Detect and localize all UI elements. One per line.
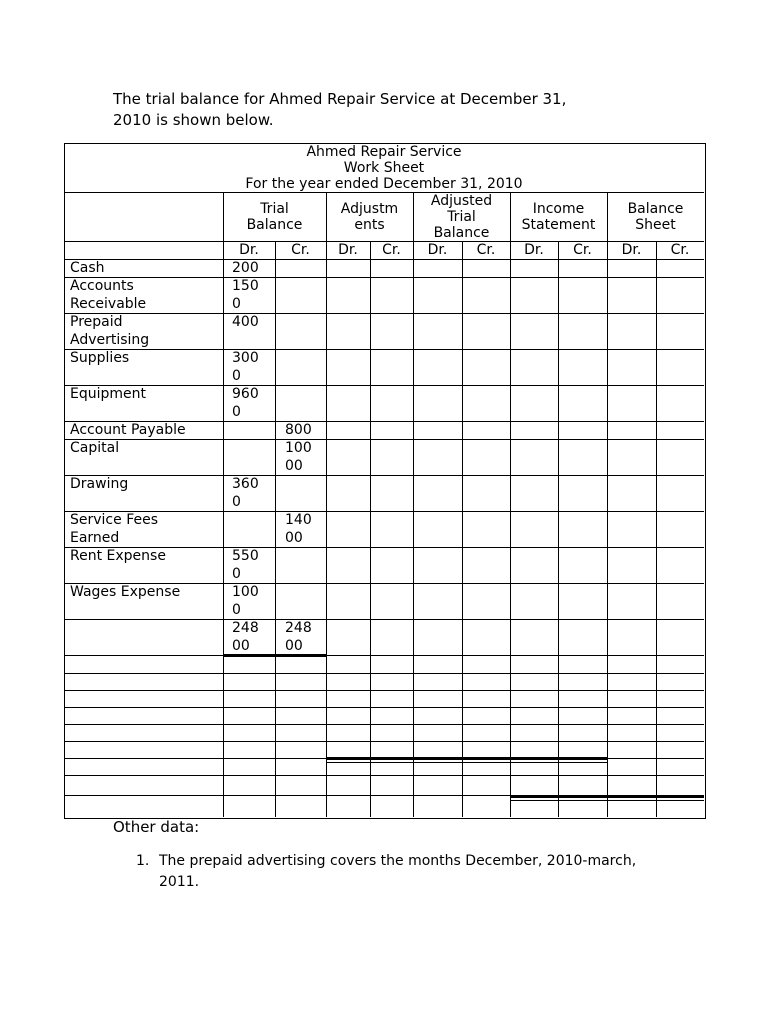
trial-balance-credit: 100 <box>285 440 312 456</box>
row-line <box>64 619 704 620</box>
trial-balance-debit: 248 <box>232 620 259 636</box>
credit-column-label: Cr. <box>573 242 592 258</box>
account-name: Accounts <box>70 278 134 294</box>
trial-balance-debit: 200 <box>232 260 259 276</box>
column-group-header-line: Balance <box>627 200 684 217</box>
row-line <box>64 439 704 440</box>
row-line <box>64 673 704 674</box>
row-line <box>64 741 704 742</box>
column-line <box>275 241 276 817</box>
trial-balance-debit: 300 <box>232 350 259 366</box>
column-group-header <box>413 193 510 241</box>
trial-balance-credit: 140 <box>285 512 312 528</box>
debit-column-label: Dr. <box>621 242 642 258</box>
debit-column-label: Dr. <box>338 242 358 258</box>
account-name: Supplies <box>70 350 130 366</box>
column-group-header-line: Trial <box>260 200 289 217</box>
row-line <box>64 655 704 656</box>
row-line <box>64 690 704 691</box>
intro-line-1: The trial balance for Ahmed Repair Service at December 31, <box>113 90 567 108</box>
column-group-header <box>607 201 704 233</box>
credit-column-label: Cr. <box>476 242 496 258</box>
column-line <box>510 192 511 817</box>
credit-column-label: Cr. <box>382 242 401 258</box>
trial-balance-debit: 960 <box>232 386 259 402</box>
row-line <box>64 259 704 260</box>
worksheet-table <box>64 143 706 819</box>
account-name: Receivable <box>70 296 147 312</box>
column-group-header-line: Sheet <box>635 216 676 233</box>
income-total-rule-second <box>510 800 704 801</box>
column-line <box>656 241 657 817</box>
trial-balance-debit: 0 <box>232 296 241 312</box>
adjusted-total-rule <box>326 757 607 760</box>
item-number: 1. <box>136 853 150 869</box>
row-line <box>64 313 704 314</box>
trial-balance-debit: 400 <box>232 314 259 330</box>
column-line <box>607 192 608 817</box>
debit-column-label: Dr. <box>524 242 544 258</box>
column-line <box>413 192 414 817</box>
trial-balance-credit: 00 <box>285 458 303 474</box>
adjusted-total-rule-second <box>326 762 607 763</box>
trial-balance-debit: 0 <box>232 494 241 510</box>
column-group-header-line: ents <box>354 216 385 233</box>
intro-line-2: 2010 is shown below. <box>113 111 274 129</box>
credit-column-label: Cr. <box>291 242 310 258</box>
column-group-header-line: Balance <box>433 224 490 241</box>
debit-column-label: Dr. <box>427 242 448 258</box>
item-text: The prepaid advertising covers the months December, 2010-march, 2011. <box>159 853 637 890</box>
account-name: Advertising <box>70 332 150 348</box>
account-name: Drawing <box>70 476 129 492</box>
intro-text <box>113 89 673 131</box>
account-name: Prepaid <box>70 314 123 330</box>
account-name: Account Payable <box>70 422 186 438</box>
trial-balance-debit: 0 <box>232 368 241 384</box>
column-group-header-line: Trial <box>447 208 476 225</box>
column-group-header-line: Adjusted <box>430 192 493 209</box>
trial-balance-credit: 248 <box>285 620 312 636</box>
trial-balance-credit: 00 <box>285 530 303 546</box>
row-line <box>64 475 704 476</box>
column-group-header-line: Adjustm <box>340 200 399 217</box>
company-name: Ahmed Repair Service <box>306 144 462 160</box>
account-name: Service Fees <box>70 512 158 528</box>
column-group-header-line: Balance <box>246 216 303 233</box>
column-line <box>326 192 327 817</box>
row-line <box>64 277 704 278</box>
trial-balance-debit: 360 <box>232 476 259 492</box>
trial-balance-debit: 0 <box>232 602 241 618</box>
row-line <box>64 511 704 512</box>
column-group-header <box>223 201 326 233</box>
account-name: Rent Expense <box>70 548 166 564</box>
credit-column-label: Cr. <box>670 242 690 258</box>
trial-balance-debit: 550 <box>232 548 259 564</box>
account-name: Equipment <box>70 386 146 402</box>
worksheet-title: Work Sheet <box>343 160 425 176</box>
row-line <box>64 349 704 350</box>
trial-balance-debit: 150 <box>232 278 259 294</box>
other-data-heading: Other data: <box>113 818 200 836</box>
column-line <box>462 241 463 817</box>
account-name: Earned <box>70 530 120 546</box>
debit-column-label: Dr. <box>239 242 259 258</box>
column-group-header-line: Income <box>532 200 585 217</box>
row-line <box>64 724 704 725</box>
row-line <box>64 192 704 193</box>
income-total-rule <box>510 795 704 798</box>
trial-balance-debit: 0 <box>232 404 241 420</box>
account-name: Wages Expense <box>70 584 181 600</box>
column-group-header <box>326 201 413 233</box>
column-line <box>223 192 224 817</box>
column-line <box>558 241 559 817</box>
trial-balance-debit: 100 <box>232 584 259 600</box>
trial-balance-debit: 0 <box>232 566 241 582</box>
worksheet-period: For the year ended December 31, 2010 <box>245 176 523 192</box>
account-name: Cash <box>70 260 105 276</box>
trial-balance-credit: 00 <box>285 638 303 654</box>
trial-balance-credit: 800 <box>285 422 312 438</box>
row-line <box>64 385 704 386</box>
trial-balance-debit: 00 <box>232 638 250 654</box>
account-name: Capital <box>70 440 120 456</box>
column-line <box>370 241 371 817</box>
row-line <box>64 707 704 708</box>
row-line <box>64 775 704 776</box>
column-group-header-line: Statement <box>521 216 596 233</box>
column-group-header <box>510 201 607 233</box>
